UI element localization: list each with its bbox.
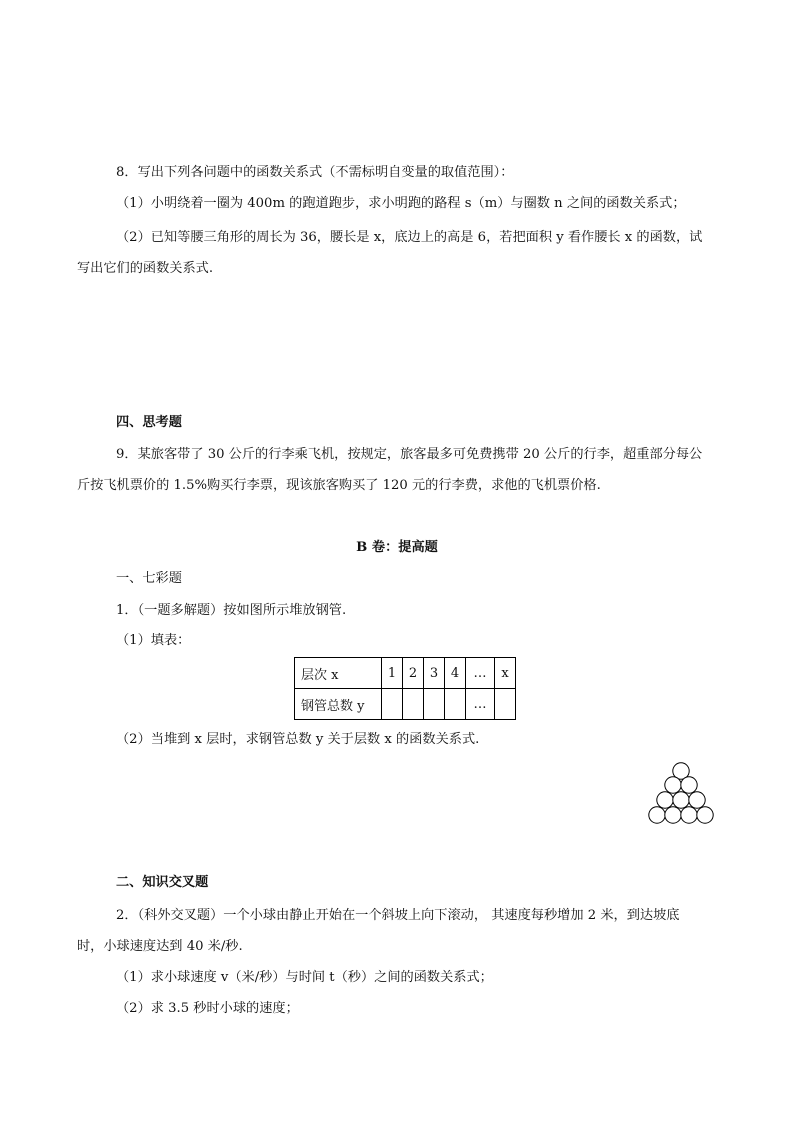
table-cell: 3 (424, 658, 445, 689)
table-cell: x (495, 658, 516, 689)
pipe-circle (665, 807, 681, 823)
q1-part2: （2）当堆到 x 层时，求钢管总数 y 关于层数 x 的函数关系式. (116, 732, 480, 747)
table-row (295, 689, 516, 720)
table-cell: 1 (382, 658, 403, 689)
q9-line1: 9．某旅客带了 30 公斤的行李乘飞机，按规定，旅客最多可免费携带 20 公斤的行李，超重部分每公 (116, 447, 703, 462)
pipe-circle (649, 807, 665, 823)
pipe-circle (681, 777, 697, 793)
pipe-circle (657, 792, 673, 808)
table-cell (403, 689, 424, 720)
q8-part2-line2: 写出它们的函数关系式. (77, 261, 214, 276)
pipe-circle (697, 807, 713, 823)
q2-part1: （1）求小球速度 v（米/秒）与时间 t（秒）之间的函数关系式； (116, 970, 493, 985)
table-cell: 层次 x (295, 658, 382, 689)
q9-line2: 斤按飞机票价的 1.5%购买行李票，现该旅客购买了 120 元的行李费，求他的飞机票价格. (77, 478, 601, 493)
table-cell (495, 689, 516, 720)
q8-part1: （1）小明绕着一圈为 400m 的跑道跑步，求小明跑的路程 s（m）与圈数 n 之间的函数关系式； (116, 196, 686, 211)
table-cell: 2 (403, 658, 424, 689)
table-cell: … (466, 658, 495, 689)
pipe-circle (665, 777, 681, 793)
table-cell: 钢管总数 y (295, 689, 382, 720)
volume-b-title: B 卷：提高题 (356, 540, 438, 555)
stacked-pipes-figure (638, 762, 718, 826)
table-cell: 4 (445, 658, 466, 689)
pipe-circle (689, 792, 705, 808)
q2-part2: （2）求 3.5 秒时小球的速度； (116, 1001, 299, 1016)
q1-title: 1．（一题多解题）按如图所示堆放钢管. (116, 603, 347, 618)
q2-line2: 时，小球速度达到 40 米/秒. (77, 939, 243, 954)
q1-part1: （1）填表： (116, 633, 191, 648)
section-heading-thinking: 四、思考题 (116, 415, 182, 430)
table-cell (382, 689, 403, 720)
pipe-circle (673, 792, 689, 808)
table-cell: … (466, 689, 495, 720)
pipe-circle (681, 807, 697, 823)
table-cell (424, 689, 445, 720)
part2-heading: 二、知识交叉题 (116, 875, 209, 890)
table-row (295, 658, 516, 689)
q8-part2-line1: （2）已知等腰三角形的周长为 36，腰长是 x，底边上的高是 6，若把面积 y 看作腰长 x 的函数，试 (116, 230, 703, 245)
fill-table (294, 657, 516, 720)
part1-heading: 一、七彩题 (116, 571, 182, 586)
q2-line1: 2．（科外交叉题）一个小球由静止开始在一个斜坡上向下滚动， 其速度每秒增加 2 米，到达坡底 (116, 908, 680, 923)
q8-title: 8．写出下列各问题中的函数关系式（不需标明自变量的取值范围）： (116, 165, 514, 180)
table-cell (445, 689, 466, 720)
